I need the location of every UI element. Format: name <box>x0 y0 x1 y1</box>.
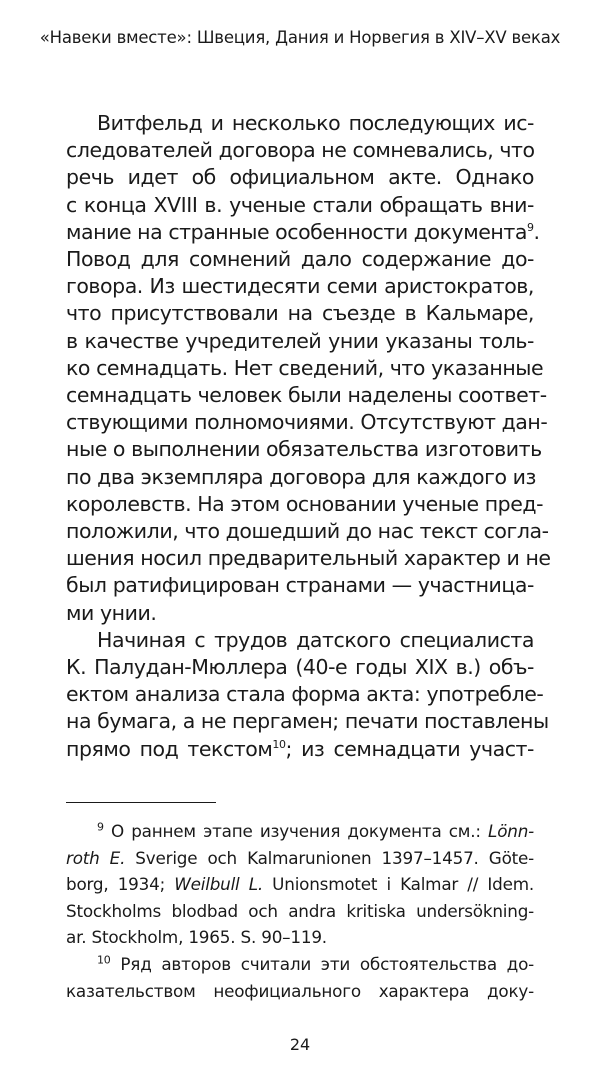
text-line: положили, что дошедший до нас текст согла- <box>66 519 549 544</box>
text-line-content: прямо под текстом <box>66 736 273 761</box>
text-line: семнадцать человек были наделены соответ- <box>66 383 547 408</box>
text-line: по два экземпляра договора для каждого из <box>66 464 536 489</box>
text-line-period: . <box>533 219 540 244</box>
footnote-line <box>66 818 534 845</box>
text-line: говора. Из шестидесяти семи аристократов, <box>66 274 534 299</box>
footnote-line: ar. Stockholm, 1965. S. 90–119. <box>66 927 327 948</box>
text-line: прямо под текстом$^{10}$; из семнадцати участ- <box>66 736 534 761</box>
text-line: был ратифицирован странами — участница- <box>66 573 534 598</box>
text-line-content: из семнадцати участ- <box>292 736 534 761</box>
text-line: королевств. На этом основании ученые пред- <box>66 491 544 516</box>
footnote-line: Stockholms blodbad och andra kritiska undersökning- <box>66 900 534 921</box>
text-line: ствующими полномочиями. Отсутствуют дан- <box>66 410 548 435</box>
footnote-text: Unionsmotet i Kalmar // Idem. <box>262 874 534 895</box>
text-line: на бумага, а не пергамен; печати поставлены <box>66 709 549 734</box>
footnote-number: 10 <box>97 953 111 967</box>
text-line: шения носил предварительный характер и не <box>66 546 551 571</box>
footnote-author: roth E. <box>66 847 126 868</box>
footnote-text: Sverige och Kalmarunionen 1397–1457. Göte- <box>125 847 534 868</box>
footnote-line <box>66 845 534 872</box>
footnote-text: borg, 1934; <box>66 874 175 895</box>
footnote-line <box>66 871 534 898</box>
text-line: ко семнадцать. Нет сведений, что указанные <box>66 355 544 380</box>
text-line: К. Палудан-Мюллера (40-е годы XIX в.) объ- <box>66 655 534 680</box>
footnote-separator <box>66 802 216 803</box>
footnote-author: Weilbull L. <box>174 874 263 895</box>
text-line: ные о выполнении обязательства изготовить <box>66 437 542 462</box>
footnote-ref: 10 <box>272 737 286 751</box>
text-line: Повод для сомнений дало содержание до- <box>66 247 534 272</box>
text-line <box>66 219 540 246</box>
text-line: ми унии. <box>66 600 157 625</box>
text-line: следователей договора не сомневались, что <box>66 138 535 163</box>
text-line: ектом анализа стала форма акта: употребле- <box>66 682 544 707</box>
footnote-line <box>66 951 534 978</box>
text-line: речь идет об официальном акте. Однако <box>66 165 534 190</box>
footnote-text: О раннем этапе изучения документа см.: <box>111 821 489 841</box>
text-line: Витфельд и несколько последующих ис- <box>97 111 534 135</box>
footnote-author: Lönn- <box>488 821 534 841</box>
text-line: в качестве учредителей унии указаны толь- <box>66 328 534 353</box>
main-text <box>66 110 551 763</box>
footnote-text: Ряд авторов считали эти обстоятельства до- <box>120 953 535 974</box>
footnotes <box>66 818 534 1004</box>
page-number: 24 <box>289 1035 311 1054</box>
footnote-ref: 9 <box>526 220 534 234</box>
text-line-content: мание на странные особенности документа <box>66 219 527 244</box>
text-line: Начиная с трудов датского специалиста <box>97 627 534 652</box>
text-line: что присутствовали на съезде в Кальмаре, <box>66 301 534 326</box>
footnote-line: казательством неофициального характера доку- <box>66 980 534 1001</box>
running-header: «Навеки вместе»: Швеция, Дания и Норвегия в XIV–XV веках <box>39 28 561 47</box>
text-line: с конца XVIII в. ученые стали обращать вни- <box>66 192 534 217</box>
footnote-number: 9 <box>97 820 104 834</box>
